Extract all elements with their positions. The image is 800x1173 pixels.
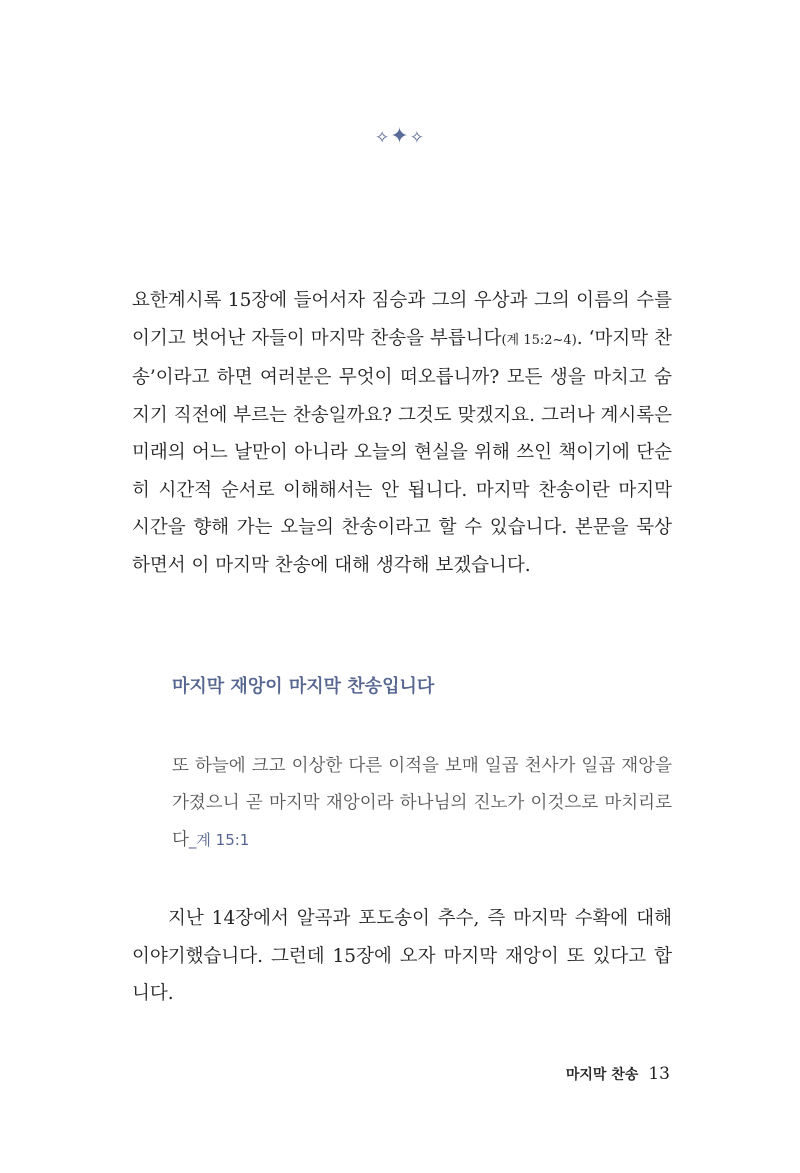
running-footer [566,1064,670,1084]
body-paragraph: 지난 14장에서 알곡과 포도송이 추수, 즉 마지막 수확에 대해 이야기했습니다. 그런데 15장에 오자 마지막 재앙이 또 있다고 합니다. [132,908,672,1004]
intro-paragraph [132,282,672,584]
ornament-star-center-icon: ✦ [390,124,410,149]
page-number: 13 [648,1064,670,1084]
ornament-star-right-icon: ✧ [409,128,425,148]
section-ornament [0,124,800,149]
section-heading: 마지막 재앙이 마지막 찬송입니다 [172,676,435,697]
quote-source: _계 15:1 [188,831,250,849]
ornament-star-left-icon: ✧ [375,128,391,148]
quote-text: 또 하늘에 크고 이상한 다른 이적을 보매 일곱 천사가 일곱 재앙을 가졌으니 곧 마지막 재앙이라 하나님의 진노가 이것으로 마치리로다 [172,756,672,850]
intro-text-before-ref: 요한계시록 15장에 들어서자 짐승과 그의 우상과 그의 이름의 수를 이기고 벗어난 자들이 마지막 찬송을 부릅니다 [132,290,672,349]
scripture-reference: (계 15:2~4) [501,332,577,348]
scripture-quote [172,748,672,859]
running-title: 마지막 찬송 [565,1067,639,1083]
intro-text-after-ref: . ‘마지막 찬송’이라고 하면 여러분은 무엇이 떠오릅니까? 모든 생을 마치고 숨지기 직전에 부르는 찬송일까요? 그것도 맞겠지요. 그러나 계시록은 미래의 어느 날만이 아니라 오늘의 현실을 위해 쓰인 책이기에 단순히 시간적 순서로 이해해서는 안 됩니다. 마지막 찬송이란 마지막 시간을 향해 가는 오늘의 찬송이라고 할 수 있습니다. 본문을 묵상하면서 이 마지막 찬송에 대해 생각해 보겠습니다. [132,327,672,576]
